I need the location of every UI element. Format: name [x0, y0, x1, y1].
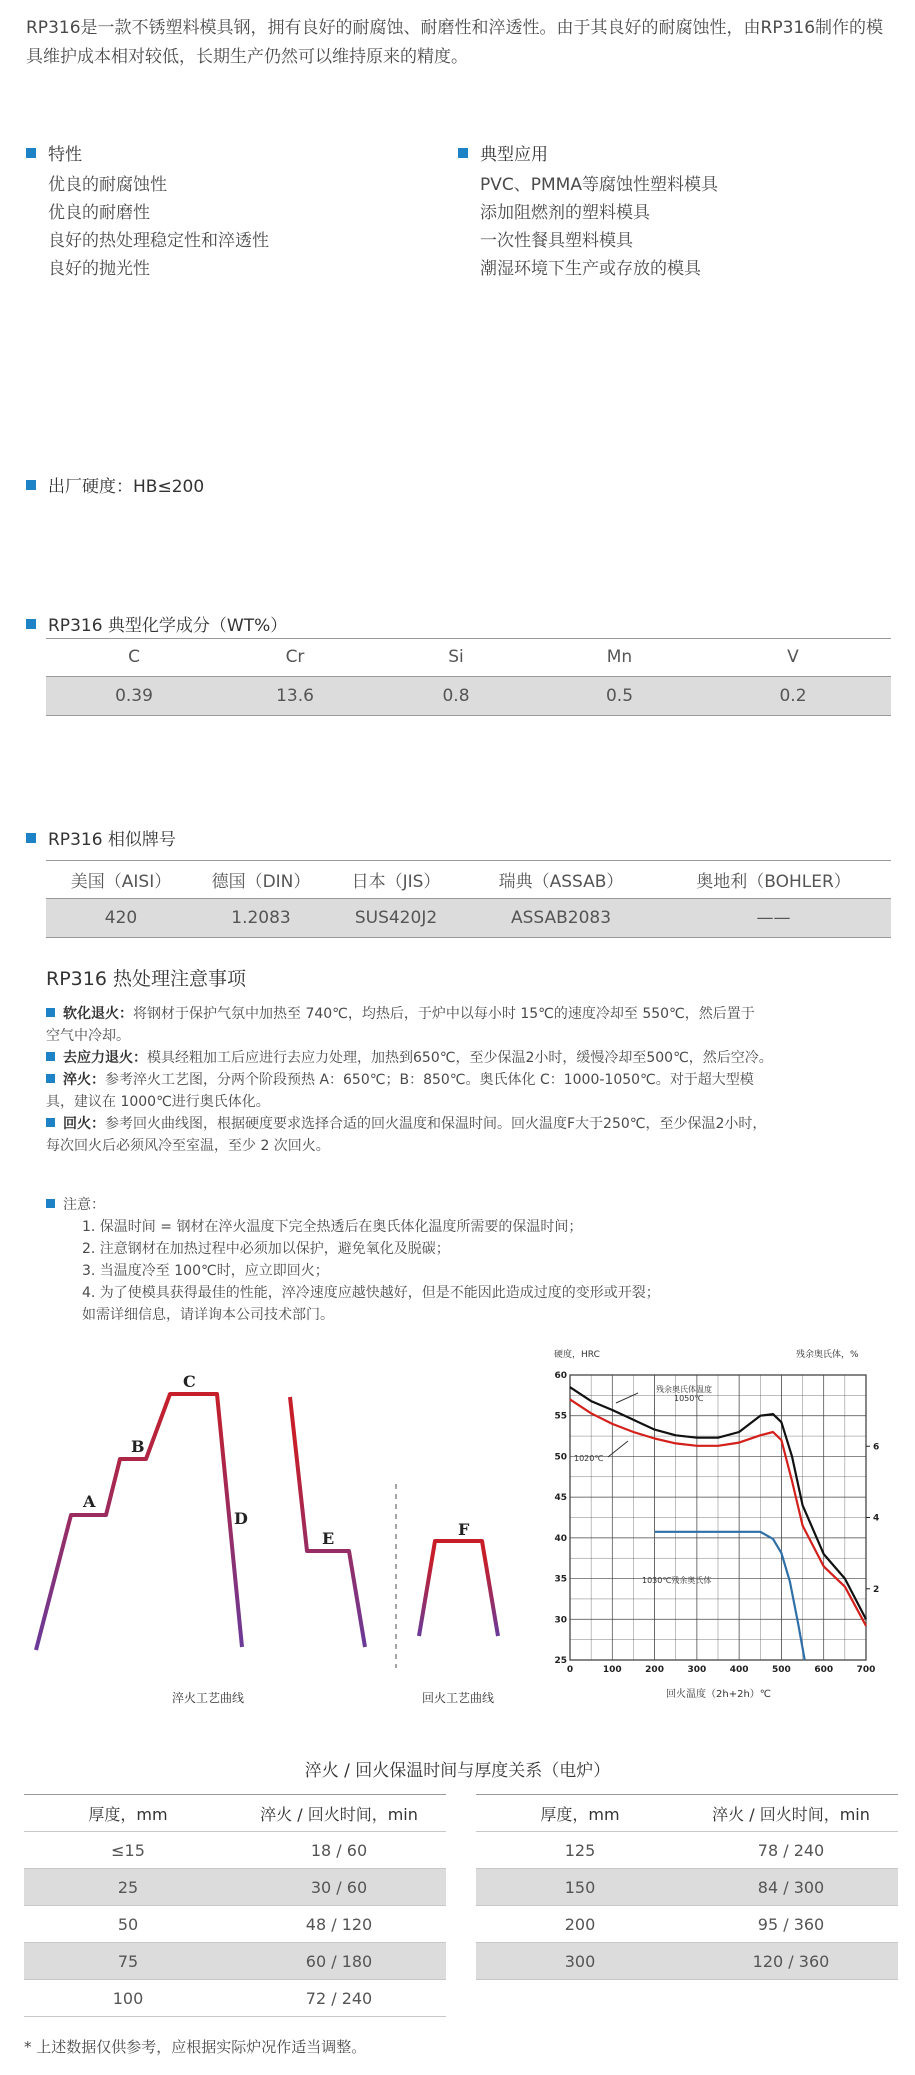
- annotation-ra-temp: 残余奥氏体温度: [656, 1385, 712, 1394]
- bullet-square-icon: [26, 619, 36, 629]
- hold-cell: 30 / 60: [232, 1869, 446, 1906]
- hold-cell: 72 / 240: [232, 1980, 446, 2017]
- label-c: C: [183, 1372, 196, 1391]
- heat-item-temper: [46, 1113, 896, 1135]
- composition-header: Mn: [606, 647, 633, 667]
- x-tick-label: 400: [729, 1665, 749, 1675]
- hold-header-thickness: 厚度，mm: [476, 1795, 684, 1832]
- composition-header: V: [787, 647, 799, 667]
- heat-treatment-title: RP316 热处理注意事项: [46, 968, 246, 990]
- hold-cell: ≤15: [24, 1832, 232, 1869]
- y-tick-label: 25: [554, 1656, 567, 1666]
- notes-contact: 如需详细信息，请详询本公司技术部门。: [82, 1307, 334, 1323]
- hold-cell: 75: [24, 1943, 232, 1980]
- grades-value: ASSAB2083: [466, 899, 656, 938]
- grades-title: RP316 相似牌号: [48, 830, 176, 850]
- heat-treatment-list: [46, 1003, 896, 1157]
- y-axis-label: 硬度，HRC: [554, 1350, 600, 1360]
- y2-tick-label: 2: [873, 1584, 880, 1595]
- composition-value: 0.2: [695, 677, 891, 716]
- heat-item-label: 去应力退火：: [63, 1050, 147, 1066]
- bullet-square-icon: [46, 1052, 55, 1061]
- grades-header: 奥地利（BOHLER）: [696, 871, 851, 892]
- feature-item: 优良的耐磨性: [48, 203, 150, 223]
- hold-cell: 120 / 360: [684, 1943, 898, 1980]
- hold-cell: 200: [476, 1906, 684, 1943]
- x-axis-label: 回火温度（2h+2h）℃: [666, 1689, 772, 1700]
- x-tick-label: 100: [602, 1665, 622, 1675]
- bullet-square-icon: [46, 1074, 55, 1083]
- bullet-square-icon: [26, 833, 36, 843]
- heat-item-softening: [46, 1003, 896, 1025]
- hold-cell: 150: [476, 1869, 684, 1906]
- x-tick-label: 200: [645, 1665, 664, 1675]
- tempering-chart: [548, 1345, 898, 1715]
- annotation-leader: [616, 1393, 638, 1403]
- hold-cell: 50: [24, 1906, 232, 1943]
- application-item: 潮湿环境下生产或存放的模具: [480, 259, 701, 279]
- grades-table: [46, 860, 891, 938]
- notes-label: 注意：: [63, 1197, 105, 1213]
- grades-header: 德国（DIN）: [211, 871, 311, 892]
- heat-item-cont: 每次回火后必须风冷至室温，至少 2 次回火。: [46, 1138, 330, 1154]
- hold-cell: 60 / 180: [232, 1943, 446, 1980]
- note-item: 2. 注意钢材在加热过程中必须加以保护，避免氧化及脱碳；: [82, 1241, 450, 1257]
- y-tick-label: 30: [554, 1615, 567, 1626]
- grades-header: 美国（AISI）: [70, 871, 172, 892]
- application-item: 添加阻燃剂的塑料模具: [480, 203, 650, 223]
- bullet-square-icon: [26, 148, 36, 158]
- hold-cell: 25: [24, 1869, 232, 1906]
- y-tick-label: 35: [554, 1574, 567, 1585]
- y2-tick-label: 4: [873, 1513, 880, 1524]
- composition-header: Si: [448, 647, 464, 667]
- composition-table: [46, 638, 891, 716]
- bullet-square-icon: [46, 1199, 55, 1208]
- applications-title: 典型应用: [480, 145, 548, 165]
- series-line-2: [655, 1532, 805, 1660]
- label-b: B: [131, 1437, 145, 1456]
- hardness-value: HB≤200: [133, 477, 205, 497]
- heat-item-label: 回火：: [63, 1116, 105, 1132]
- hold-cell: 84 / 300: [684, 1869, 898, 1906]
- hold-cell: 100: [24, 1980, 232, 2017]
- grades-value: SUS420J2: [326, 899, 466, 938]
- hold-table-left: [24, 1794, 446, 2017]
- label-f: F: [458, 1520, 470, 1539]
- label-a: A: [83, 1492, 96, 1511]
- heat-item-cont: 空气中冷却。: [46, 1028, 130, 1044]
- application-item: 一次性餐具塑料模具: [480, 231, 633, 251]
- composition-value: 0.39: [46, 677, 222, 716]
- y-tick-label: 55: [554, 1411, 567, 1422]
- hold-cell: 300: [476, 1943, 684, 1980]
- footnote: * 上述数据仅供参考，应根据实际炉况作适当调整。: [24, 2038, 367, 2056]
- note-item: 1. 保温时间 = 钢材在淬火温度下完全热透后在奥氏体化温度所需要的保温时间；: [82, 1219, 583, 1235]
- applications-section: [458, 140, 718, 283]
- bullet-square-icon: [458, 148, 468, 158]
- x-tick-label: 300: [687, 1665, 707, 1675]
- intro-paragraph: RP316是一款不锈塑料模具钢，拥有良好的耐腐蚀、耐磨性和淬透性。由于其良好的耐腐蚀性，由RP316制作的模具维护成本相对较低，长期生产仍然可以维持原来的精度。: [26, 18, 884, 67]
- heat-item-cont: 具，建议在 1000℃进行奥氏体化。: [46, 1094, 270, 1110]
- hardness-label: 出厂硬度：: [48, 477, 133, 497]
- y2-tick-label: 6: [873, 1442, 880, 1453]
- heat-item-label: 淬火：: [63, 1072, 105, 1088]
- annotation-1050: 1050℃: [674, 1394, 704, 1403]
- y-tick-label: 50: [554, 1452, 567, 1463]
- heat-item-text: 模具经粗加工后应进行去应力处理，加热到650℃，至少保温2小时，缓慢冷却至500℃，然后空冷。: [147, 1050, 773, 1066]
- bullet-square-icon: [26, 480, 36, 490]
- process-diagram: [30, 1352, 510, 1712]
- hold-cell: 18 / 60: [232, 1832, 446, 1869]
- grades-header: 日本（JIS）: [351, 871, 441, 892]
- heat-item-text: 参考淬火工艺图，分两个阶段预热 A：650℃；B：850℃。奥氏体化 C：1000-1050℃。对于超大型模: [105, 1072, 754, 1088]
- grades-value: 1.2083: [196, 899, 326, 938]
- heat-item-quench: [46, 1069, 896, 1091]
- hold-cell: 48 / 120: [232, 1906, 446, 1943]
- caption-temper: 回火工艺曲线: [422, 1691, 495, 1705]
- features-section: [26, 140, 269, 283]
- y-tick-label: 60: [554, 1371, 567, 1381]
- hold-table-title: 淬火 / 回火保温时间与厚度关系（电炉）: [304, 1761, 611, 1781]
- grades-value: ——: [656, 899, 891, 938]
- x-tick-label: 0: [566, 1665, 574, 1675]
- heat-item-text: 将钢材于保护气氛中加热至 740℃，均热后，于炉中以每小时 15℃的速度冷却至 550℃，然后置于: [133, 1006, 755, 1022]
- composition-header: C: [128, 647, 140, 667]
- hold-cell: 95 / 360: [684, 1906, 898, 1943]
- y-tick-label: 45: [554, 1493, 567, 1504]
- composition-value: 0.8: [368, 677, 544, 716]
- y-tick-label: 40: [554, 1533, 567, 1544]
- bullet-square-icon: [46, 1118, 55, 1127]
- composition-value: 0.5: [544, 677, 695, 716]
- y2-axis-label: 残余奥氏体，%: [796, 1350, 859, 1360]
- quench-curve: [36, 1394, 242, 1650]
- x-tick-label: 600: [814, 1665, 834, 1675]
- heat-item-stress: [46, 1047, 896, 1069]
- annotation-leader: [608, 1441, 628, 1457]
- application-item: PVC、PMMA等腐蚀性塑料模具: [480, 175, 718, 195]
- bullet-square-icon: [46, 1008, 55, 1017]
- caption-quench: 淬火工艺曲线: [172, 1691, 245, 1705]
- heat-item-text: 参考回火曲线图，根据硬度要求选择合适的回火温度和保温时间。回火温度F大于250℃，至少保温2小时，: [105, 1116, 767, 1132]
- hold-table-right: [476, 1794, 898, 1980]
- composition-title-line: [26, 611, 287, 636]
- hold-cell: 125: [476, 1832, 684, 1869]
- annotation-1030-ra: 1030℃残余奥氏体: [642, 1576, 712, 1585]
- hardness-line: [26, 472, 204, 497]
- features-title: 特性: [48, 145, 82, 165]
- hold-cell: 78 / 240: [684, 1832, 898, 1869]
- label-d: D: [234, 1509, 248, 1528]
- composition-value: 13.6: [222, 677, 368, 716]
- composition-title: RP316 典型化学成分（WT%）: [48, 616, 288, 636]
- feature-item: 良好的热处理稳定性和淬透性: [48, 231, 269, 251]
- temper-curve-e: [290, 1397, 365, 1647]
- composition-header: Cr: [285, 647, 305, 667]
- heat-item-label: 软化退火：: [63, 1006, 133, 1022]
- hold-header-time: 淬火 / 回火时间，min: [232, 1795, 446, 1832]
- annotation-1020: 1020℃: [574, 1454, 604, 1463]
- temper-curve-f: [419, 1541, 498, 1636]
- feature-item: 良好的抛光性: [48, 259, 150, 279]
- grades-header: 瑞典（ASSAB）: [498, 871, 624, 892]
- notes-section: [46, 1194, 896, 1326]
- label-e: E: [322, 1529, 335, 1548]
- grades-value: 420: [46, 899, 196, 938]
- note-item: 4. 为了使模具获得最佳的性能，淬冷速度应越快越好，但是不能因此造成过度的变形或开裂；: [82, 1285, 660, 1301]
- grades-title-line: [26, 825, 176, 850]
- hold-header-time: 淬火 / 回火时间，min: [684, 1795, 898, 1832]
- x-tick-label: 500: [772, 1665, 791, 1675]
- x-tick-label: 700: [856, 1665, 876, 1675]
- feature-item: 优良的耐腐蚀性: [48, 175, 167, 195]
- note-item: 3. 当温度冷至 100℃时，应立即回火；: [82, 1263, 329, 1279]
- hold-header-thickness: 厚度，mm: [24, 1795, 232, 1832]
